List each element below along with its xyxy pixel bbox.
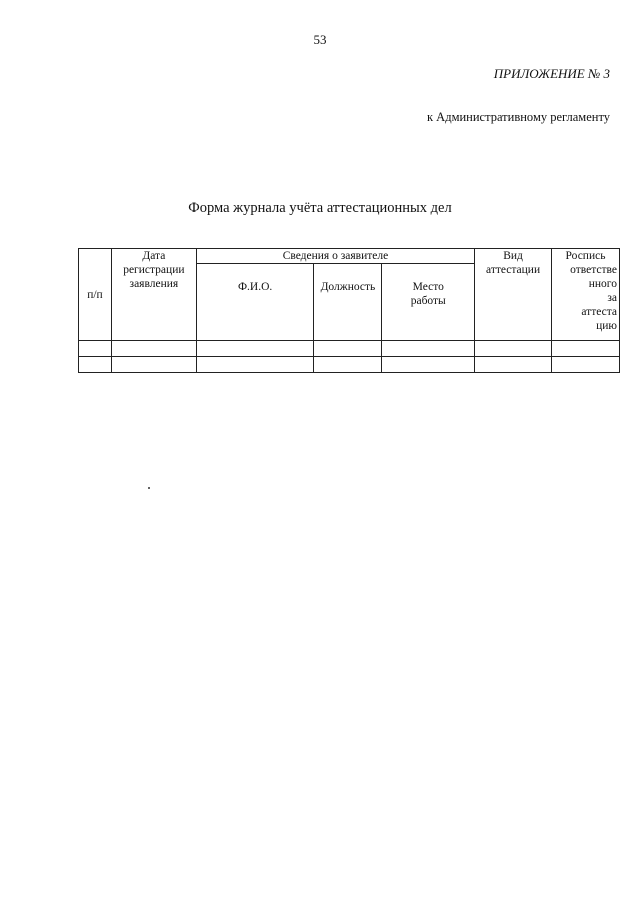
table-cell[interactable] (111, 357, 196, 373)
header-workplace-line2: работы (410, 295, 446, 307)
header-type-line2: аттестации (486, 264, 541, 276)
table-header-row (79, 249, 620, 264)
table-cell[interactable] (196, 357, 314, 373)
page-number: 53 (313, 32, 327, 47)
header-applicant (196, 249, 474, 264)
appendix-label: ПРИЛОЖЕНИЕ № 3 (493, 66, 610, 81)
scan-speck (148, 487, 150, 489)
reglament-reference: к Административному регламенту (426, 110, 610, 124)
header-sign-line4: за (607, 292, 617, 304)
header-applicant-text: Сведения о заявителе (282, 250, 389, 262)
header-pn-text: п/п (87, 288, 103, 301)
table-cell[interactable] (475, 357, 552, 373)
header-position-text: Должность (320, 281, 376, 293)
table-cell[interactable] (382, 357, 475, 373)
table-cell[interactable] (552, 357, 620, 373)
header-sign-line2: ответстве (570, 264, 617, 276)
header-date (111, 249, 196, 341)
header-sign-line5: аттеста (581, 306, 617, 318)
table-cell[interactable] (314, 341, 382, 357)
header-workplace-line1: Место (412, 281, 444, 293)
table-cell[interactable] (314, 357, 382, 373)
header-signature (552, 249, 620, 341)
header-date-line1: Дата (142, 250, 166, 262)
header-fio-text: Ф.И.О. (237, 281, 273, 293)
table-cell[interactable] (552, 341, 620, 357)
header-type-line1: Вид (503, 250, 523, 262)
header-sign-line6: цию (596, 320, 617, 332)
header-sign-line1: Роспись (565, 250, 606, 262)
header-fio (196, 264, 314, 341)
journal-table (78, 248, 620, 373)
table-cell[interactable] (79, 341, 112, 357)
form-title: Форма журнала учёта аттестационных дел (188, 200, 452, 216)
header-date-line2: регистрации (123, 264, 185, 276)
table-row (79, 357, 620, 373)
table-cell[interactable] (475, 341, 552, 357)
table-cell[interactable] (196, 341, 314, 357)
table-cell[interactable] (79, 357, 112, 373)
header-type (475, 249, 552, 341)
table-row (79, 341, 620, 357)
table-cell[interactable] (382, 341, 475, 357)
table-cell[interactable] (111, 341, 196, 357)
header-position (314, 264, 382, 341)
header-workplace (382, 264, 475, 341)
header-date-line3: заявления (129, 278, 179, 290)
header-sign-line3: нного (588, 278, 617, 290)
header-pn (79, 249, 112, 341)
